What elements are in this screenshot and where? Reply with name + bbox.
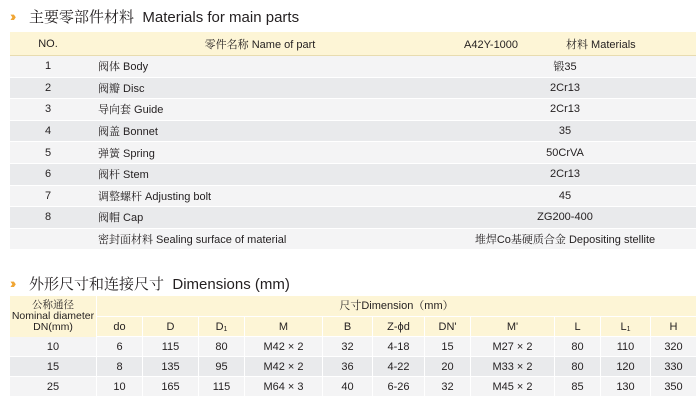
nominal-diameter-value: 15 [46, 361, 60, 373]
header-no: NO. [38, 37, 58, 50]
dimension-column-label: H [669, 321, 678, 333]
part-number: 7 [44, 189, 52, 202]
dimension-column-header [424, 317, 470, 336]
dn-header-cn: 公称通径 [32, 299, 74, 311]
part-material: 35 [558, 125, 572, 138]
materials-row [10, 142, 696, 164]
materials-heading-en: Materials for main parts [142, 8, 300, 26]
dimension-value: 330 [650, 357, 696, 376]
part-number: 2 [44, 81, 52, 94]
materials-row [10, 164, 696, 186]
part-name: 调整螺杆 Adjusting bolt [98, 190, 212, 203]
dn-header-en: Nominal diameter [11, 310, 95, 322]
dimension-value: 20 [424, 357, 470, 376]
dimensions-heading-cn: 外形尺寸和连接尺寸 [29, 275, 165, 293]
dimension-column-header [650, 317, 696, 336]
dimension-row [10, 336, 696, 356]
materials-row [10, 56, 696, 78]
part-material: 锻35 [553, 61, 577, 74]
dimension-value: 320 [650, 337, 696, 356]
dimension-value: M33 × 2 [470, 357, 554, 376]
dimension-column-label: L [620, 321, 627, 333]
dimension-value: 80 [554, 357, 600, 376]
materials-heading-cn: 主要零部件材料 [29, 8, 135, 26]
dimension-column-header [600, 317, 650, 336]
dimensions-section-heading [10, 272, 290, 294]
dimension-column-label: M' [506, 321, 519, 333]
nominal-diameter-value: 25 [46, 381, 60, 393]
dimension-column-header [554, 317, 600, 336]
part-material: 2Cr13 [550, 103, 580, 116]
header-materials [434, 36, 696, 52]
dimension-value: M45 × 2 [470, 377, 554, 396]
dimension-value: 6-26 [372, 377, 424, 396]
part-name: 阀帽 Cap [98, 212, 144, 225]
dimension-value: 95 [198, 357, 244, 376]
part-material: 45 [558, 189, 572, 202]
dimension-value: 36 [322, 357, 372, 376]
materials-table [10, 32, 696, 250]
dimension-value: M42 × 2 [244, 337, 322, 356]
part-name: 阀盖 Bonnet [98, 126, 158, 139]
dimension-value: 350 [650, 377, 696, 396]
nominal-diameter-value: 10 [46, 341, 60, 353]
dimension-value: 135 [142, 357, 198, 376]
part-name: 弹簧 Spring [98, 147, 155, 160]
part-name: 导向套 Guide [98, 104, 164, 117]
part-number: 4 [44, 125, 52, 138]
dimension-column-subscript: 1 [223, 326, 228, 333]
dimension-value: 115 [198, 377, 244, 396]
header-name-of-part: 零件名称 Name of part [204, 38, 316, 51]
dimension-value: 165 [142, 377, 198, 396]
dimension-row [10, 356, 696, 376]
part-material: ZG200-400 [537, 211, 593, 224]
dimensions-table [10, 296, 696, 396]
materials-section-heading [10, 5, 299, 27]
materials-row [10, 207, 696, 229]
part-name: 密封面材料 Sealing surface of material [98, 234, 287, 247]
dimension-column-header [244, 317, 322, 336]
dimension-column-header [96, 317, 142, 336]
double-chevron-right-icon: ›› [10, 275, 14, 291]
dimension-column-label: Z-ϕd [387, 321, 410, 333]
dimension-value: 32 [424, 377, 470, 396]
materials-header-row [10, 32, 696, 56]
dimension-value: 15 [424, 337, 470, 356]
dimension-column-label: D [166, 321, 175, 333]
materials-row [10, 99, 696, 121]
materials-row [10, 78, 696, 100]
part-name: 阀杆 Stem [98, 169, 149, 182]
dimension-column-label: B [343, 321, 352, 333]
header-materials-label: 材料 Materials [566, 38, 636, 51]
dimension-title-row [10, 296, 696, 316]
dn-header-unit: DN(mm) [33, 321, 73, 333]
dimension-column-subscript: 1 [626, 326, 631, 333]
dimension-value: 85 [554, 377, 600, 396]
dimension-column-header [470, 317, 554, 336]
part-material: 堆焊Co基硬质合金 Depositing stellite [474, 234, 656, 247]
materials-row [10, 229, 696, 251]
dimension-value: 80 [198, 337, 244, 356]
dimension-value: 130 [600, 377, 650, 396]
materials-row [10, 121, 696, 143]
dimension-column-label: do [113, 321, 126, 333]
nominal-diameter-header [10, 296, 96, 337]
part-name: 阀瓣 Disc [98, 82, 145, 95]
dimension-value: 8 [96, 357, 142, 376]
part-material: 2Cr13 [550, 168, 580, 181]
dimension-column-header [198, 317, 244, 336]
dimension-columns-row [10, 316, 696, 336]
dimension-value: 32 [322, 337, 372, 356]
double-chevron-right-icon: ›› [10, 8, 14, 24]
materials-row [10, 186, 696, 208]
dimension-column-label: D [215, 321, 224, 333]
dimension-value: 4-18 [372, 337, 424, 356]
part-material: 2Cr13 [550, 81, 580, 94]
dimension-value: M27 × 2 [470, 337, 554, 356]
dimension-column-label: DN' [438, 321, 457, 333]
part-number: 1 [44, 60, 52, 73]
part-number: 8 [44, 211, 52, 224]
dimension-value: 80 [554, 337, 600, 356]
dimensions-heading-en: Dimensions (mm) [172, 275, 290, 293]
part-number: 5 [44, 146, 52, 159]
dimension-value: 4-22 [372, 357, 424, 376]
dimension-column-label: M [278, 321, 289, 333]
header-model: A42Y-1000 [464, 38, 519, 51]
dimension-value: 40 [322, 377, 372, 396]
dimension-value: 120 [600, 357, 650, 376]
dimension-column-header [322, 317, 372, 336]
dimension-title: 尺寸Dimension（mm） [96, 296, 696, 316]
dimension-value: M64 × 3 [244, 377, 322, 396]
dimension-value: 110 [600, 337, 650, 356]
dimension-value: 10 [96, 377, 142, 396]
part-name: 阀体 Body [98, 61, 149, 74]
dimension-value: 6 [96, 337, 142, 356]
dimension-column-label: L [574, 321, 581, 333]
dimension-row [10, 376, 696, 396]
dimension-value: 115 [142, 337, 198, 356]
dimension-column-header [142, 317, 198, 336]
part-number: 6 [44, 168, 52, 181]
dimension-value: M42 × 2 [244, 357, 322, 376]
part-material: 50CrVA [546, 146, 584, 159]
part-number: 3 [44, 103, 52, 116]
dimension-column-header [372, 317, 424, 336]
